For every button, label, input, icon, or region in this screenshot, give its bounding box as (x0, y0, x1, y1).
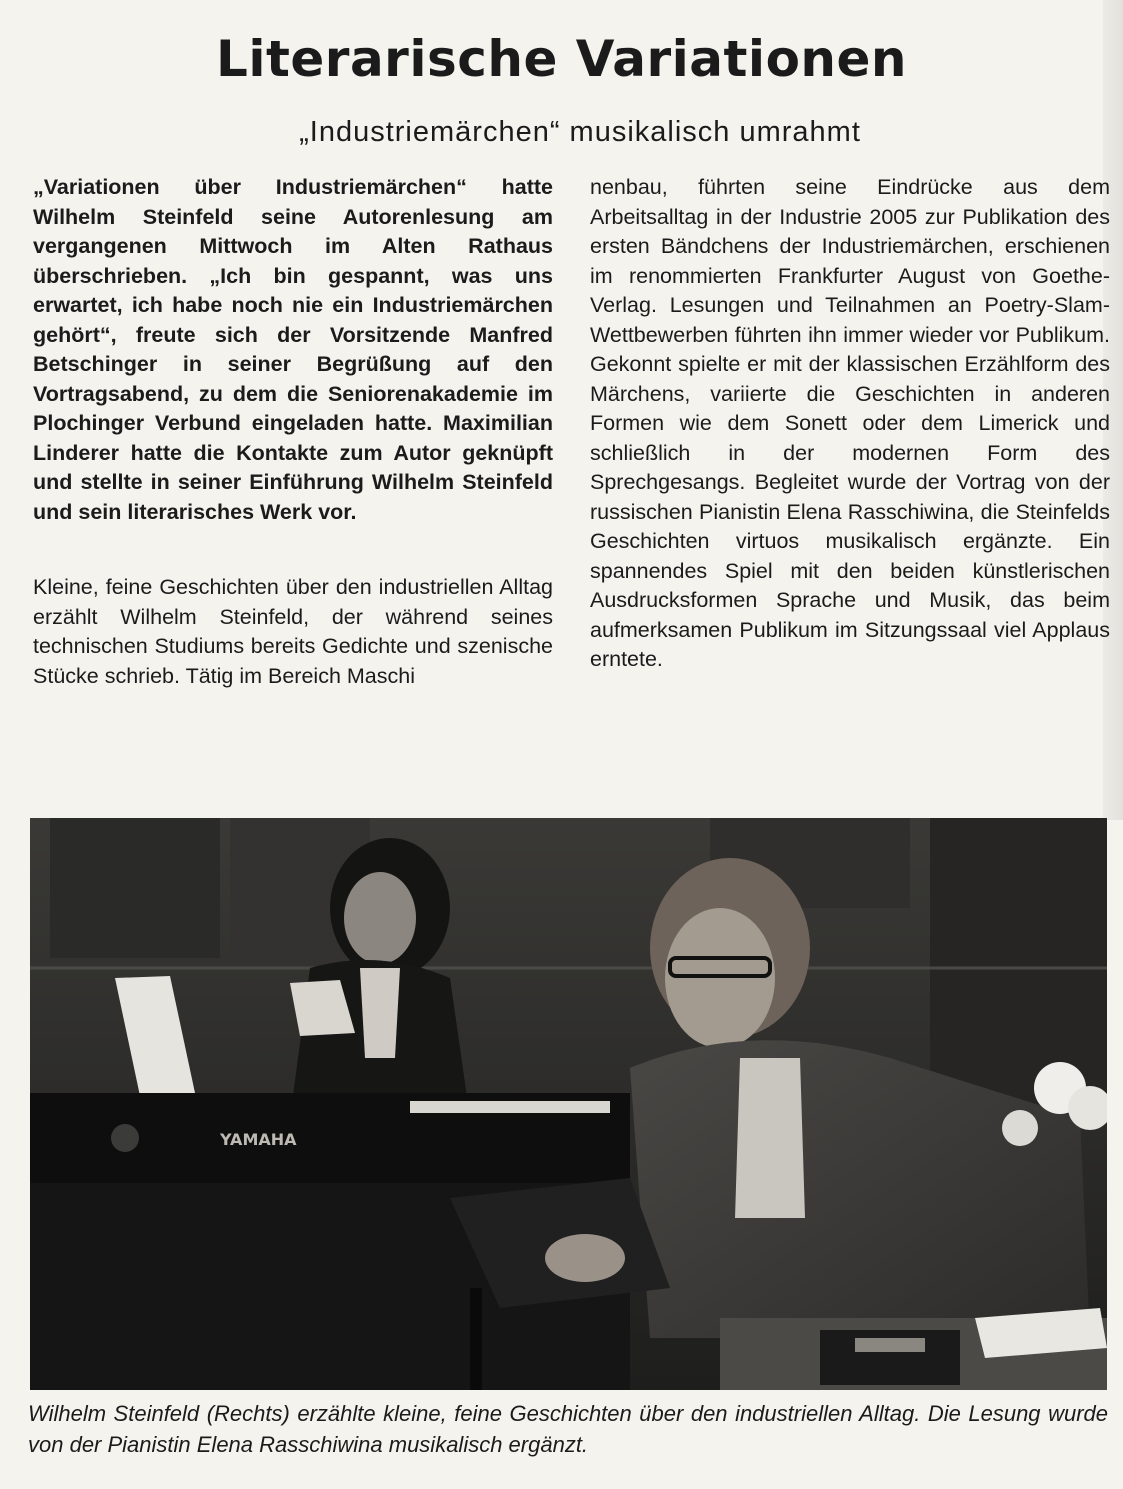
body-paragraph-left: Kleine, feine Geschichten über den industriellen Alltag erzählt Wilhelm Steinfeld, der während seines technischen Studiums bereits Gedichte und szenische Stücke schrieb. Tätig im Bereich Maschi (33, 575, 553, 688)
subheadline: „Industriemärchen“ musikalisch umrahmt (299, 116, 861, 148)
article-column-right (590, 173, 1110, 675)
pianist-face (344, 872, 416, 964)
paragraph-gap (33, 527, 553, 573)
piano-keys (410, 1101, 610, 1113)
piano-brand-label: YAMAHA (220, 1130, 297, 1149)
photo-illustration (30, 818, 1107, 1390)
body-paragraph-right: nenbau, führten seine Eindrücke aus dem Arbeitsalltag in der Industrie 2005 zur Publikation des ersten Bändchens der Industriemärchen, erschienen im renommierten Frankfurter August von Goethe-Verlag. Lesungen und Teilnahmen an Poetry-Slam-Wettbewerben führten ihn immer wieder vor Publikum. Gekonnt spielte er mit der klassischen Erzählform des Märchens, variierte die Geschichten in anderen Formen wie dem Sonett oder dem Limerick und schließlich in der modernen Form des Sprechgesangs. Begleitet wurde der Vortrag von der russischen Pianistin Elena Rasschiwina, die Steinfelds Geschichten virtuos musikalisch ergänzte. Ein spannendes Spiel mit den beiden künstlerischen Ausdrucksformen Sprache und Musik, das beim aufmerksamen Publikum im Sitzungssaal viel Applaus erntete. (590, 175, 1110, 671)
article-photo (30, 818, 1107, 1390)
headline: Literarische Variationen (215, 30, 908, 88)
lede-paragraph: „Variationen über Industriemärchen“ hatte Wilhelm Steinfeld seine Autorenlesung am vergangenen Mittwoch im Alten Rathaus überschrieben. „Ich bin gespannt, was uns erwartet, ich habe noch nie ein Industriemärchen gehört“, freute sich der Vorsitzende Manfred Betschinger in seiner Begrüßung auf den Vortragsabend, zu dem die Seniorenakademie im Plochinger Verbund eingeladen hatte. Maximilian Linderer hatte die Kontakte zum Autor geknüpft und stellte in seiner Einführung Wilhelm Steinfeld und sein literarisches Werk vor. (33, 175, 553, 524)
photo-caption: Wilhelm Steinfeld (Rechts) erzählte kleine, feine Geschichten über den industriellen Alltag. Die Lesung wurde von der Pianistin Elena Rasschiwina musikalisch ergänzt. (28, 1401, 1108, 1457)
article-column-left (33, 173, 553, 691)
speaker-hand (545, 1234, 625, 1282)
